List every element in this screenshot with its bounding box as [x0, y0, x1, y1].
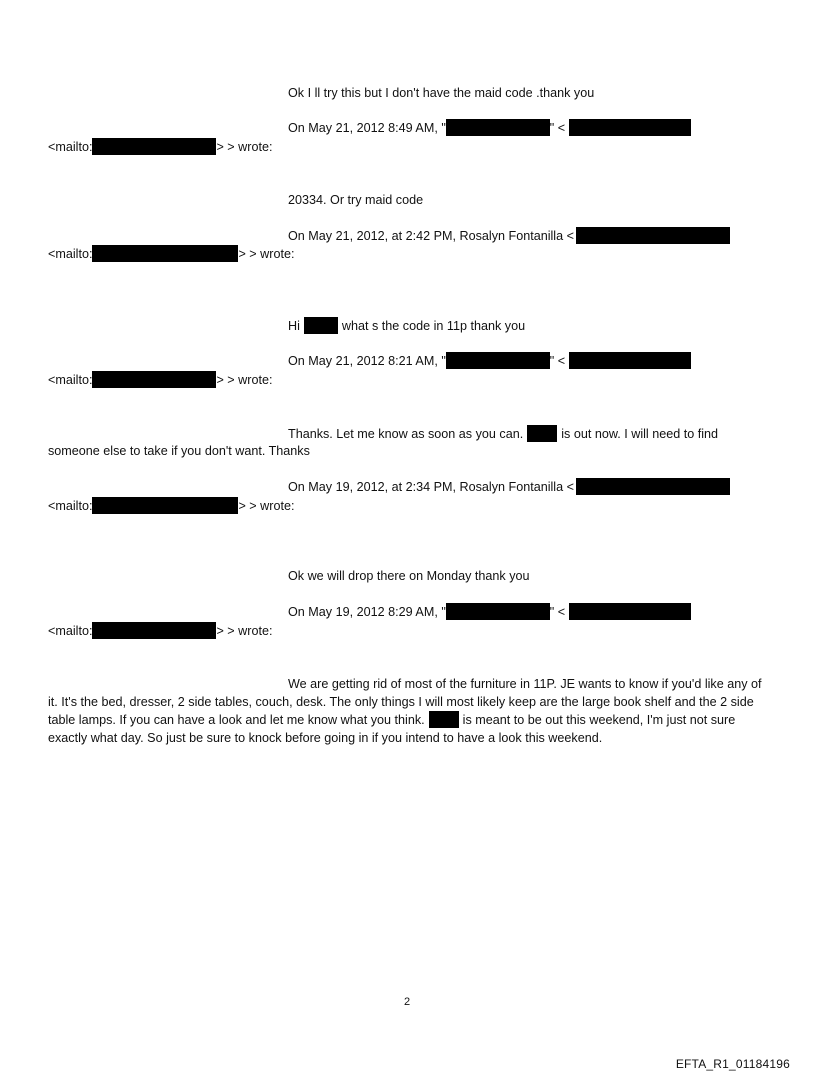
mailto-line — [48, 497, 294, 515]
header-text: On May 21, 2012 8:21 AM, " — [288, 354, 446, 368]
body-text: Thanks. Let me know as soon as you can. — [288, 427, 524, 441]
header-text: On May 19, 2012, at 2:34 PM, Rosalyn Fontanilla < — [288, 480, 574, 494]
email-header-line — [288, 352, 691, 370]
redaction-bar — [569, 603, 691, 620]
email-body: Ok I ll try this but I don't have the maid code .thank you — [288, 86, 595, 100]
wrote-label: > > wrote: — [216, 373, 273, 387]
header-text: " < — [549, 605, 566, 619]
redaction-bar — [92, 622, 216, 639]
email-body-continued: someone else to take if you don't want. Thanks — [48, 444, 310, 458]
redaction-bar — [92, 245, 238, 262]
body-text: is out now. I will need to find — [561, 427, 719, 441]
email-body: Ok we will drop there on Monday thank you — [288, 569, 530, 583]
redaction-bar — [446, 119, 550, 136]
header-text: On May 21, 2012, at 2:42 PM, Rosalyn Fontanilla < — [288, 229, 574, 243]
mailto-label: <mailto: — [48, 140, 93, 154]
redaction-bar — [527, 425, 557, 442]
email-header-line — [288, 227, 730, 245]
email-header-line — [288, 478, 730, 496]
redaction-bar — [92, 138, 216, 155]
header-text: " < — [549, 354, 566, 368]
mailto-line — [48, 138, 272, 156]
mailto-label: <mailto: — [48, 499, 93, 513]
header-text: On May 21, 2012 8:49 AM, " — [288, 121, 446, 135]
wrote-label: > > wrote: — [238, 499, 295, 513]
mailto-line — [48, 622, 272, 640]
redaction-bar — [92, 497, 238, 514]
wrote-label: > > wrote: — [216, 140, 273, 154]
redaction-bar — [446, 603, 550, 620]
redaction-bar — [304, 317, 338, 334]
page-number: 2 — [404, 996, 411, 1008]
header-text: On May 19, 2012 8:29 AM, " — [288, 605, 446, 619]
email-header-line — [288, 119, 691, 137]
body-text: what s the code in 11p thank you — [341, 319, 526, 333]
mailto-label: <mailto: — [48, 624, 93, 638]
body-text: We are getting rid of most of the furniture in 11P. JE wants to know if you'd like any of it. It's the bed, dresser, 2 side tables, couch, desk. The only things I will most likely keep are the large book shelf and the 2 side table lamps. If you can have a look and let me know what you think. — [48, 677, 762, 728]
redaction-bar — [429, 711, 459, 728]
email-body: 20334. Or try maid code — [288, 193, 424, 207]
email-body-paragraph — [48, 676, 770, 747]
redaction-bar — [576, 478, 730, 495]
redaction-bar — [576, 227, 730, 244]
redaction-bar — [446, 352, 550, 369]
bates-number: EFTA_R1_01184196 — [675, 1057, 790, 1071]
mailto-label: <mailto: — [48, 373, 93, 387]
mailto-line — [48, 371, 272, 389]
body-text: Hi — [288, 319, 300, 333]
redaction-bar — [92, 371, 216, 388]
mailto-label: <mailto: — [48, 247, 93, 261]
redaction-bar — [569, 352, 691, 369]
wrote-label: > > wrote: — [216, 624, 273, 638]
email-header-line — [288, 603, 691, 621]
body-text: is meant to be out this weekend, I'm just not sure exactly what day. So just be sure to knock before going in if you intend to have a look this weekend. — [48, 713, 736, 745]
mailto-line — [48, 245, 294, 263]
redaction-bar — [569, 119, 691, 136]
email-body — [288, 425, 718, 443]
header-text: " < — [549, 121, 566, 135]
wrote-label: > > wrote: — [238, 247, 295, 261]
email-body — [288, 317, 525, 335]
